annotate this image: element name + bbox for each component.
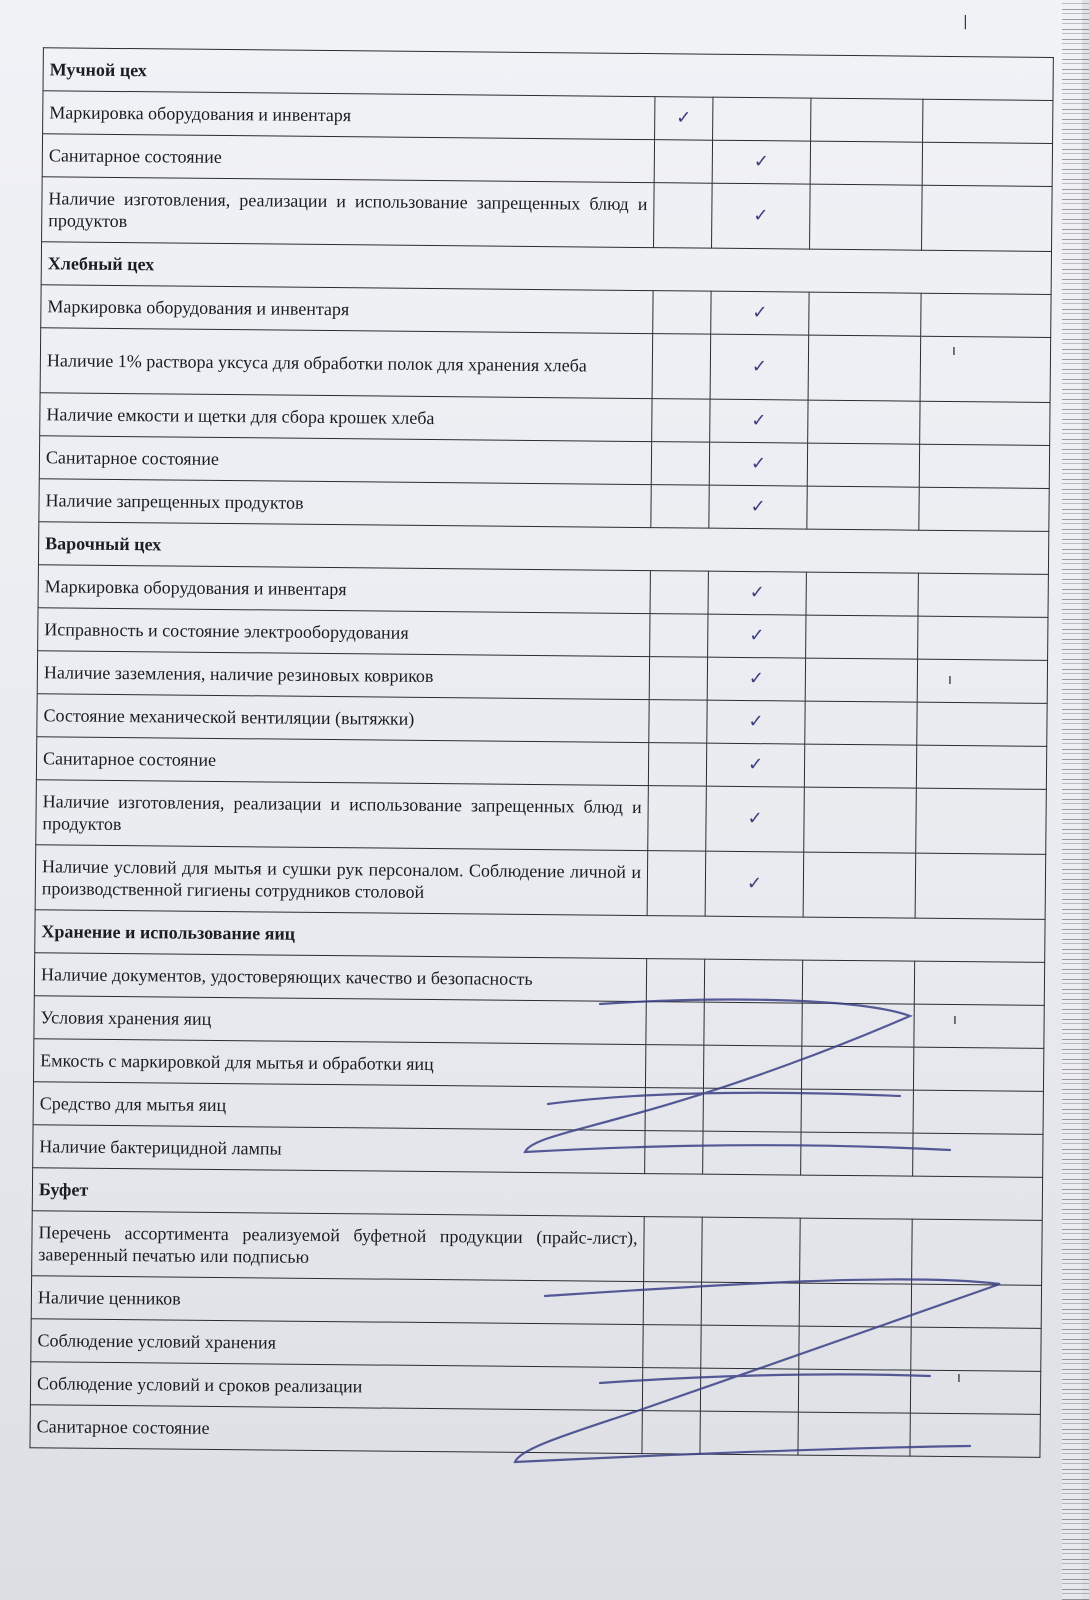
check-mark-icon: ✓: [709, 442, 807, 486]
mark-cell: [701, 1325, 799, 1369]
section-title: Хлебный цех: [41, 242, 1051, 295]
section-title: Буфет: [32, 1168, 1042, 1221]
mark-cell: [643, 1282, 701, 1326]
mark-cell: [918, 616, 1048, 660]
mark-cell: [645, 1045, 703, 1089]
mark-cell: [647, 851, 706, 917]
mark-cell: [916, 788, 1047, 854]
mark-cell: [804, 744, 916, 788]
check-mark-icon: ✓: [705, 851, 804, 917]
mark-cell: [799, 1283, 911, 1327]
item-text: Санитарное состояние: [39, 436, 651, 485]
mark-cell: [646, 1002, 704, 1046]
mark-cell: [642, 1411, 700, 1455]
item-text: Наличие условий для мытья и сушки рук персоналом. Соблюдение личной и производственной гигиены сотрудников столовой: [35, 845, 648, 916]
margin-tick: ı: [952, 343, 956, 359]
mark-cell: [911, 1327, 1041, 1371]
item-text: Санитарное состояние: [36, 737, 648, 786]
mark-cell: [911, 1284, 1041, 1328]
item-text: Состояние механической вентиляции (вытяжки): [37, 694, 649, 743]
item-text: Санитарное состояние: [30, 1405, 642, 1454]
item-text: Емкость с маркировкой для мытья и обработки яиц: [33, 1039, 645, 1088]
mark-cell: [642, 1368, 700, 1412]
item-text: Санитарное состояние: [42, 134, 654, 183]
check-mark-icon: ✓: [706, 786, 805, 852]
mark-cell: [649, 657, 707, 701]
mark-cell: [913, 1090, 1043, 1134]
item-text: Исправность и состояние электрооборудования: [38, 608, 650, 657]
check-mark-icon: ✓: [710, 334, 809, 400]
mark-cell: [913, 1133, 1043, 1177]
margin-tick: ı: [957, 1370, 961, 1386]
item-text: Соблюдение условий и сроков реализации: [30, 1362, 642, 1411]
paper-edge: [1062, 0, 1089, 1600]
mark-cell: [811, 98, 923, 142]
mark-cell: [912, 1219, 1043, 1285]
mark-cell: [654, 183, 713, 249]
item-text: Наличие заземления, наличие резиновых ковриков: [37, 651, 649, 700]
mark-cell: [807, 443, 919, 487]
section-title: Хранение и использование яиц: [35, 910, 1045, 963]
mark-cell: [802, 960, 914, 1004]
section-title: Варочный цех: [38, 522, 1048, 575]
checklist-row: [36, 780, 1047, 855]
mark-cell: [918, 573, 1048, 617]
check-mark-icon: ✓: [712, 183, 811, 249]
mark-cell: [806, 615, 918, 659]
mark-cell: [702, 1217, 801, 1283]
mark-cell: [920, 336, 1051, 402]
item-text: Наличие ценников: [31, 1276, 643, 1325]
mark-cell: [922, 185, 1053, 251]
checklist-body: [30, 48, 1053, 1458]
mark-cell: [652, 399, 710, 443]
mark-cell: [808, 335, 921, 401]
mark-cell: [652, 334, 711, 400]
checklist-row: [30, 1405, 1040, 1458]
mark-cell: [703, 1088, 801, 1132]
mark-cell: [914, 961, 1044, 1005]
check-mark-icon: ✓: [712, 140, 810, 184]
mark-cell: [917, 659, 1047, 703]
checklist-row: [35, 845, 1046, 920]
check-mark-icon: ✓: [707, 657, 805, 701]
mark-cell: [648, 786, 707, 852]
mark-cell: [810, 141, 922, 185]
check-mark-icon: ✓: [708, 571, 806, 615]
mark-cell: [914, 1004, 1044, 1048]
mark-cell: [651, 485, 709, 529]
check-mark-icon: ✓: [709, 485, 807, 529]
mark-cell: [650, 614, 708, 658]
mark-cell: [649, 700, 707, 744]
item-text: Маркировка оборудования и инвентаря: [43, 91, 655, 140]
mark-cell: [701, 1282, 799, 1326]
mark-cell: [923, 99, 1053, 143]
mark-cell: [804, 787, 917, 853]
mark-cell: [648, 743, 706, 787]
item-text: Наличие запрещенных продуктов: [39, 479, 651, 528]
mark-cell: [807, 486, 919, 530]
margin-tick: ı: [948, 672, 952, 688]
mark-cell: [653, 291, 711, 335]
mark-cell: [802, 1003, 914, 1047]
checklist-row: [40, 328, 1051, 403]
mark-cell: [915, 853, 1046, 919]
checklist-table: [29, 47, 1053, 1458]
item-text: Наличие изготовления, реализации и использование запрещенных блюд и продуктов: [36, 780, 649, 851]
check-mark-icon: ✓: [707, 700, 805, 744]
mark-cell: [703, 1045, 801, 1089]
checklist-row: [42, 177, 1053, 252]
check-mark-icon: ✓: [710, 399, 808, 443]
mark-cell: [919, 487, 1049, 531]
check-mark-icon: ✓: [655, 97, 713, 141]
mark-cell: [643, 1325, 701, 1369]
item-text: Наличие документов, удостоверяющих качество и безопасность: [34, 953, 646, 1002]
item-text: Наличие 1% раствора уксуса для обработки полок для хранения хлеба: [40, 328, 653, 399]
item-text: Перечень ассортимента реализуемой буфетной продукции (прайс-лист), заверенный печатью или подписью: [32, 1211, 645, 1282]
mark-cell: [913, 1047, 1043, 1091]
mark-cell: [805, 658, 917, 702]
mark-cell: [806, 572, 918, 616]
item-text: Соблюдение условий хранения: [31, 1319, 643, 1368]
mark-cell: [910, 1370, 1040, 1414]
margin-tick: ı: [953, 1012, 957, 1028]
mark-cell: [645, 1131, 703, 1175]
mark-cell: [799, 1326, 911, 1370]
mark-cell: [798, 1369, 910, 1413]
check-mark-icon: ✓: [711, 291, 809, 335]
mark-cell: [920, 401, 1050, 445]
mark-cell: [798, 1412, 910, 1456]
mark-cell: [650, 571, 708, 615]
mark-cell: [704, 1002, 802, 1046]
item-text: Маркировка оборудования и инвентаря: [41, 285, 653, 334]
mark-cell: [810, 184, 923, 250]
mark-cell: [809, 292, 921, 336]
mark-cell: [645, 1088, 703, 1132]
mark-cell: [808, 400, 920, 444]
mark-cell: [803, 852, 916, 918]
item-text: Средство для мытья яиц: [33, 1082, 645, 1131]
mark-cell: [922, 142, 1052, 186]
margin-tick: |: [963, 14, 968, 30]
section-title: Мучной цех: [43, 48, 1053, 101]
check-mark-icon: ✓: [708, 614, 806, 658]
item-text: Условия хранения яиц: [34, 996, 646, 1045]
mark-cell: [916, 745, 1046, 789]
mark-cell: [704, 959, 802, 1003]
mark-cell: [801, 1132, 913, 1176]
mark-cell: [713, 97, 811, 141]
mark-cell: [910, 1413, 1040, 1457]
mark-cell: [919, 444, 1049, 488]
mark-cell: [646, 959, 704, 1003]
item-text: Наличие бактерицидной лампы: [33, 1125, 645, 1174]
checklist-row: [32, 1211, 1043, 1286]
mark-cell: [801, 1046, 913, 1090]
mark-cell: [917, 702, 1047, 746]
mark-cell: [654, 140, 712, 184]
item-text: Маркировка оборудования и инвентаря: [38, 565, 650, 614]
mark-cell: [800, 1218, 913, 1284]
checklist-sheet: [7, 47, 1061, 1493]
mark-cell: [644, 1217, 703, 1283]
item-text: Наличие емкости и щетки для сбора крошек хлеба: [40, 393, 652, 442]
mark-cell: [703, 1131, 801, 1175]
mark-cell: [805, 701, 917, 745]
mark-cell: [801, 1089, 913, 1133]
mark-cell: [700, 1411, 798, 1455]
check-mark-icon: ✓: [706, 743, 804, 787]
mark-cell: [700, 1368, 798, 1412]
item-text: Наличие изготовления, реализации и использование запрещенных блюд и продуктов: [42, 177, 655, 248]
mark-cell: [921, 293, 1051, 337]
mark-cell: [651, 442, 709, 486]
